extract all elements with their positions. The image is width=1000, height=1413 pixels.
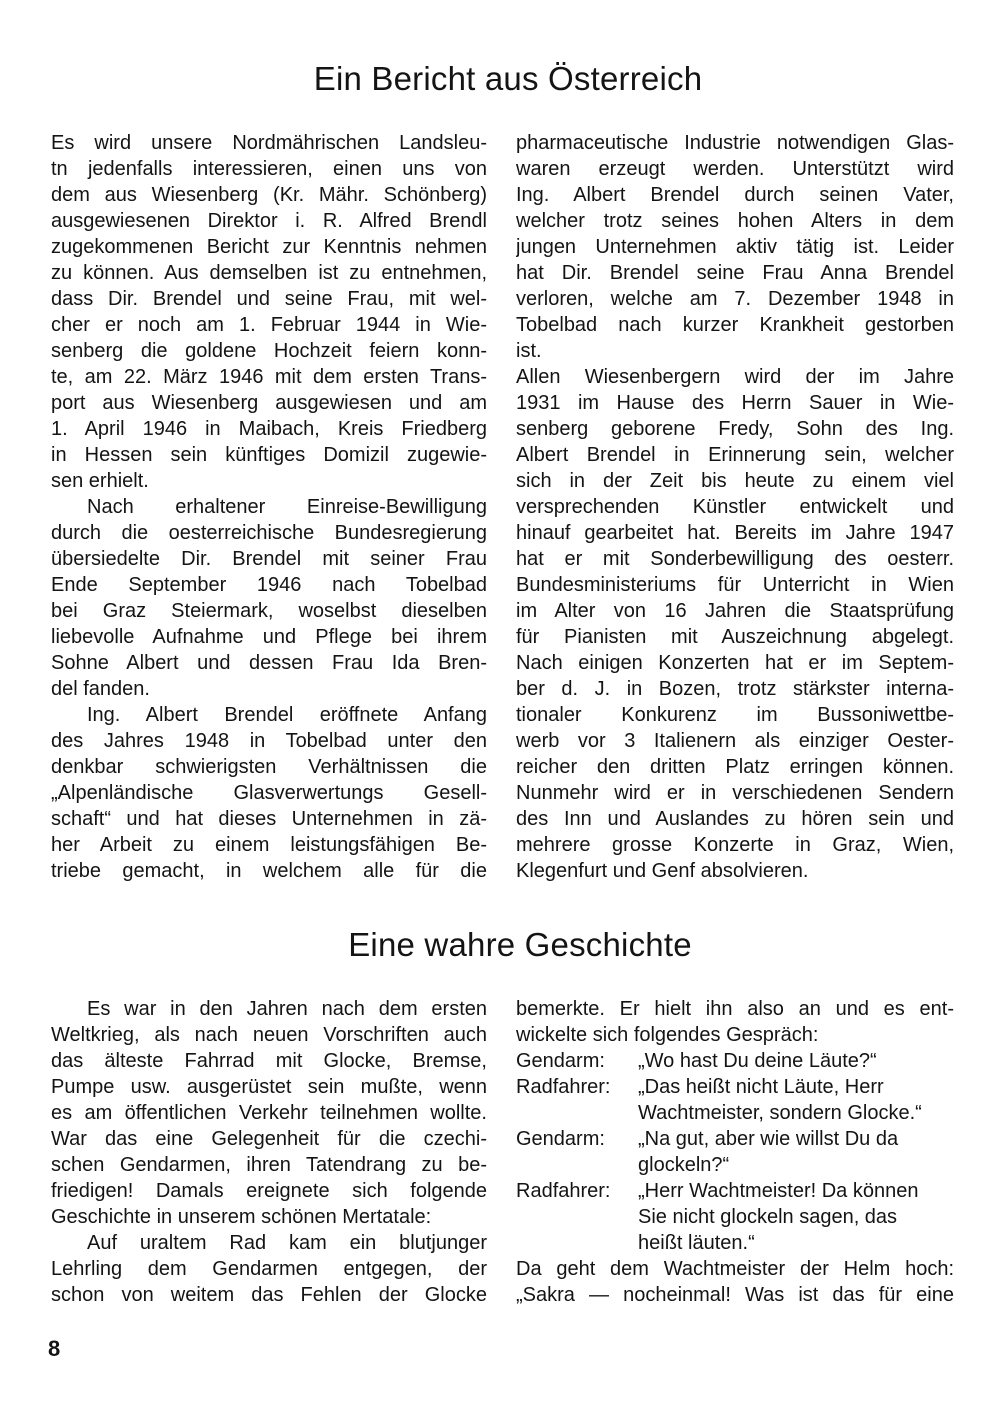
text-line: Bundesministeriums für Unterricht in Wien <box>516 574 954 596</box>
text-line: zu können. Aus demselben ist zu entnehmen, <box>51 262 487 284</box>
text-line: Allen Wiesenbergern wird der im Jahre <box>516 366 954 388</box>
text-line: hat Dir. Brendel seine Frau Anna Brendel <box>516 262 954 284</box>
text-line: triebe gemacht, in welchem alle für die <box>51 860 487 882</box>
text-line: für Pianisten mit Auszeichnung abgelegt. <box>516 626 954 648</box>
text-line: zugekommenen Bericht zur Kenntnis nehmen <box>51 236 487 258</box>
text-line: in Hessen sein künftiges Domizil zugewie- <box>51 444 487 466</box>
dialogue-line: glockeln?“ <box>638 1154 730 1176</box>
dialogue-speaker: Gendarm: <box>516 1050 605 1072</box>
text-line: port aus Wiesenberg ausgewiesen und am <box>51 392 487 414</box>
text-line: „Alpenländische Glasverwertungs Gesell- <box>51 782 487 804</box>
text-line: Ing. Albert Brendel eröffnete Anfang <box>87 704 487 726</box>
text-line: schaft“ und hat dieses Unternehmen in zä- <box>51 808 487 830</box>
dialogue-line: heißt läuten.“ <box>638 1232 755 1254</box>
text-line: ist. <box>516 340 542 362</box>
text-line: Weltkrieg, als nach neuen Vorschriften auch <box>51 1024 487 1046</box>
text-line: 1931 im Hause des Herrn Sauer in Wie- <box>516 392 954 414</box>
dialogue-line: „Herr Wachtmeister! Da können <box>638 1180 919 1202</box>
text-line: ausgewiesenen Direktor i. R. Alfred Brendl <box>51 210 487 232</box>
text-line: welcher trotz seines hohen Alters in dem <box>516 210 954 232</box>
text-line: übersiedelte Dir. Brendel mit seiner Frau <box>51 548 487 570</box>
dialogue-speaker: Gendarm: <box>516 1128 605 1150</box>
dialogue-speaker: Radfahrer: <box>516 1076 611 1098</box>
text-line: dem aus Wiesenberg (Kr. Mähr. Schönberg) <box>51 184 487 206</box>
text-line: Es war in den Jahren nach dem ersten <box>87 998 487 1020</box>
text-line: tn jedenfalls interessieren, einen uns von <box>51 158 487 180</box>
text-line: das älteste Fahrrad mit Glocke, Bremse, <box>51 1050 487 1072</box>
text-line: Sohne Albert und dessen Frau Ida Bren- <box>51 652 487 674</box>
text-line: 1. April 1946 in Maibach, Kreis Friedberg <box>51 418 487 440</box>
text-line: bemerkte. Er hielt ihn also an und es ent- <box>516 998 954 1020</box>
text-line: im Alter von 16 Jahren die Staatsprüfung <box>516 600 954 622</box>
article2-column-right <box>516 996 954 1308</box>
text-line: verloren, welche am 7. Dezember 1948 in <box>516 288 954 310</box>
text-line: senberg geborene Fredy, Sohn des Ing. <box>516 418 954 440</box>
text-line: des Jahres 1948 in Tobelbad unter den <box>51 730 487 752</box>
text-line: es am öffentlichen Verkehr teilnehmen wollte. <box>51 1102 487 1124</box>
text-line: sen erhielt. <box>51 470 149 492</box>
text-line: durch die oesterreichische Bundesregierung <box>51 522 487 544</box>
text-line: Klegenfurt und Genf absolvieren. <box>516 860 809 882</box>
dialogue-line: Sie nicht glockeln sagen, das <box>638 1206 898 1228</box>
text-line: Lehrling dem Gendarmen entgegen, der <box>51 1258 487 1280</box>
text-line: werb vor 3 Italienern als einziger Oester- <box>516 730 954 752</box>
article2-column-left <box>51 996 487 1308</box>
text-line: bei Graz Steiermark, woselbst dieselben <box>51 600 487 622</box>
text-line: Albert Brendel in Erinnerung sein, welcher <box>516 444 954 466</box>
text-line: hinauf gearbeitet hat. Bereits im Jahre 1947 <box>516 522 954 544</box>
text-line: del fanden. <box>51 678 150 700</box>
text-line: tionaler Konkurenz im Bussoniwettbe- <box>516 704 954 726</box>
text-line: Nach einigen Konzerten hat er im Septem- <box>516 652 954 674</box>
text-line: friedigen! Damals ereignete sich folgende <box>51 1180 487 1202</box>
dialogue-line: „Das heißt nicht Läute, Herr <box>638 1076 884 1098</box>
text-line: hat er mit Sonderbewilligung des oesterr. <box>516 548 954 570</box>
dialogue-speaker: Radfahrer: <box>516 1180 611 1202</box>
text-line: schon von weitem das Fehlen der Glocke <box>51 1284 487 1306</box>
dialogue-line: „Na gut, aber wie willst Du da <box>638 1128 899 1150</box>
text-line: her Arbeit zu einem leistungsfähigen Be- <box>51 834 487 856</box>
text-line: jungen Unternehmen aktiv tätig ist. Leider <box>516 236 954 258</box>
text-line: War das eine Gelegenheit für die czechi- <box>51 1128 487 1150</box>
text-line: des Inn und Auslandes zu hören sein und <box>516 808 954 830</box>
text-line: Geschichte in unserem schönen Mertatale: <box>51 1206 432 1228</box>
text-line: Ende September 1946 nach Tobelbad <box>51 574 487 596</box>
text-line: denkbar schwierigsten Verhältnissen die <box>51 756 487 778</box>
text-line: senberg die goldene Hochzeit feiern konn- <box>51 340 487 362</box>
text-line: Es wird unsere Nordmährischen Landsleu- <box>51 132 487 154</box>
dialogue-line: „Wo hast Du deine Läute?“ <box>638 1050 877 1072</box>
dialogue-line: Wachtmeister, sondern Glocke.“ <box>638 1102 922 1124</box>
text-line: „Sakra — nocheinmal! Was ist das für eine <box>516 1284 954 1306</box>
text-line: Tobelbad nach kurzer Krankheit gestorben <box>516 314 954 336</box>
text-line: mehrere grosse Konzerte in Graz, Wien, <box>516 834 954 856</box>
text-line: sich in der Zeit bis heute zu einem viel <box>516 470 954 492</box>
dialogue-text <box>638 1048 954 1074</box>
text-line: Auf uraltem Rad kam ein blutjunger <box>87 1232 487 1254</box>
article1-column-right <box>516 130 954 884</box>
dialogue-text <box>638 1126 954 1178</box>
text-line: wickelte sich folgendes Gespräch: <box>516 1024 819 1046</box>
text-line: versprechenden Künstler entwickelt und <box>516 496 954 518</box>
dialogue-text <box>638 1074 954 1126</box>
text-line: Da geht dem Wachtmeister der Helm hoch: <box>516 1258 954 1280</box>
text-line: cher er noch am 1. Februar 1944 in Wie- <box>51 314 487 336</box>
text-line: Pumpe usw. ausgerüstet sein mußte, wenn <box>51 1076 487 1098</box>
text-line: ber d. J. in Bozen, trotz stärkster interna- <box>516 678 954 700</box>
text-line: Nunmehr wird er in verschiedenen Sendern <box>516 782 954 804</box>
text-line: te, am 22. März 1946 mit dem ersten Trans- <box>51 366 487 388</box>
text-line: pharmaceutische Industrie notwendigen Glas- <box>516 132 954 154</box>
text-line: reicher den dritten Platz erringen können. <box>516 756 954 778</box>
article1-column-left <box>51 130 487 884</box>
text-line: waren erzeugt werden. Unterstützt wird <box>516 158 954 180</box>
article-title-geschichte: Eine wahre Geschichte <box>348 926 692 963</box>
text-line: Ing. Albert Brendel durch seinen Vater, <box>516 184 954 206</box>
text-line: dass Dir. Brendel und seine Frau, mit wel- <box>51 288 487 310</box>
text-line: liebevolle Aufnahme und Pflege bei ihrem <box>51 626 487 648</box>
text-line: schen Gendarmen, ihren Tatendrang zu be- <box>51 1154 487 1176</box>
dialogue <box>516 1048 954 1256</box>
page-number: 8 <box>48 1336 61 1361</box>
article-title-bericht: Ein Bericht aus Österreich <box>313 60 703 97</box>
dialogue-text <box>638 1178 954 1256</box>
text-line: Nach erhaltener Einreise-Bewilligung <box>87 496 487 518</box>
